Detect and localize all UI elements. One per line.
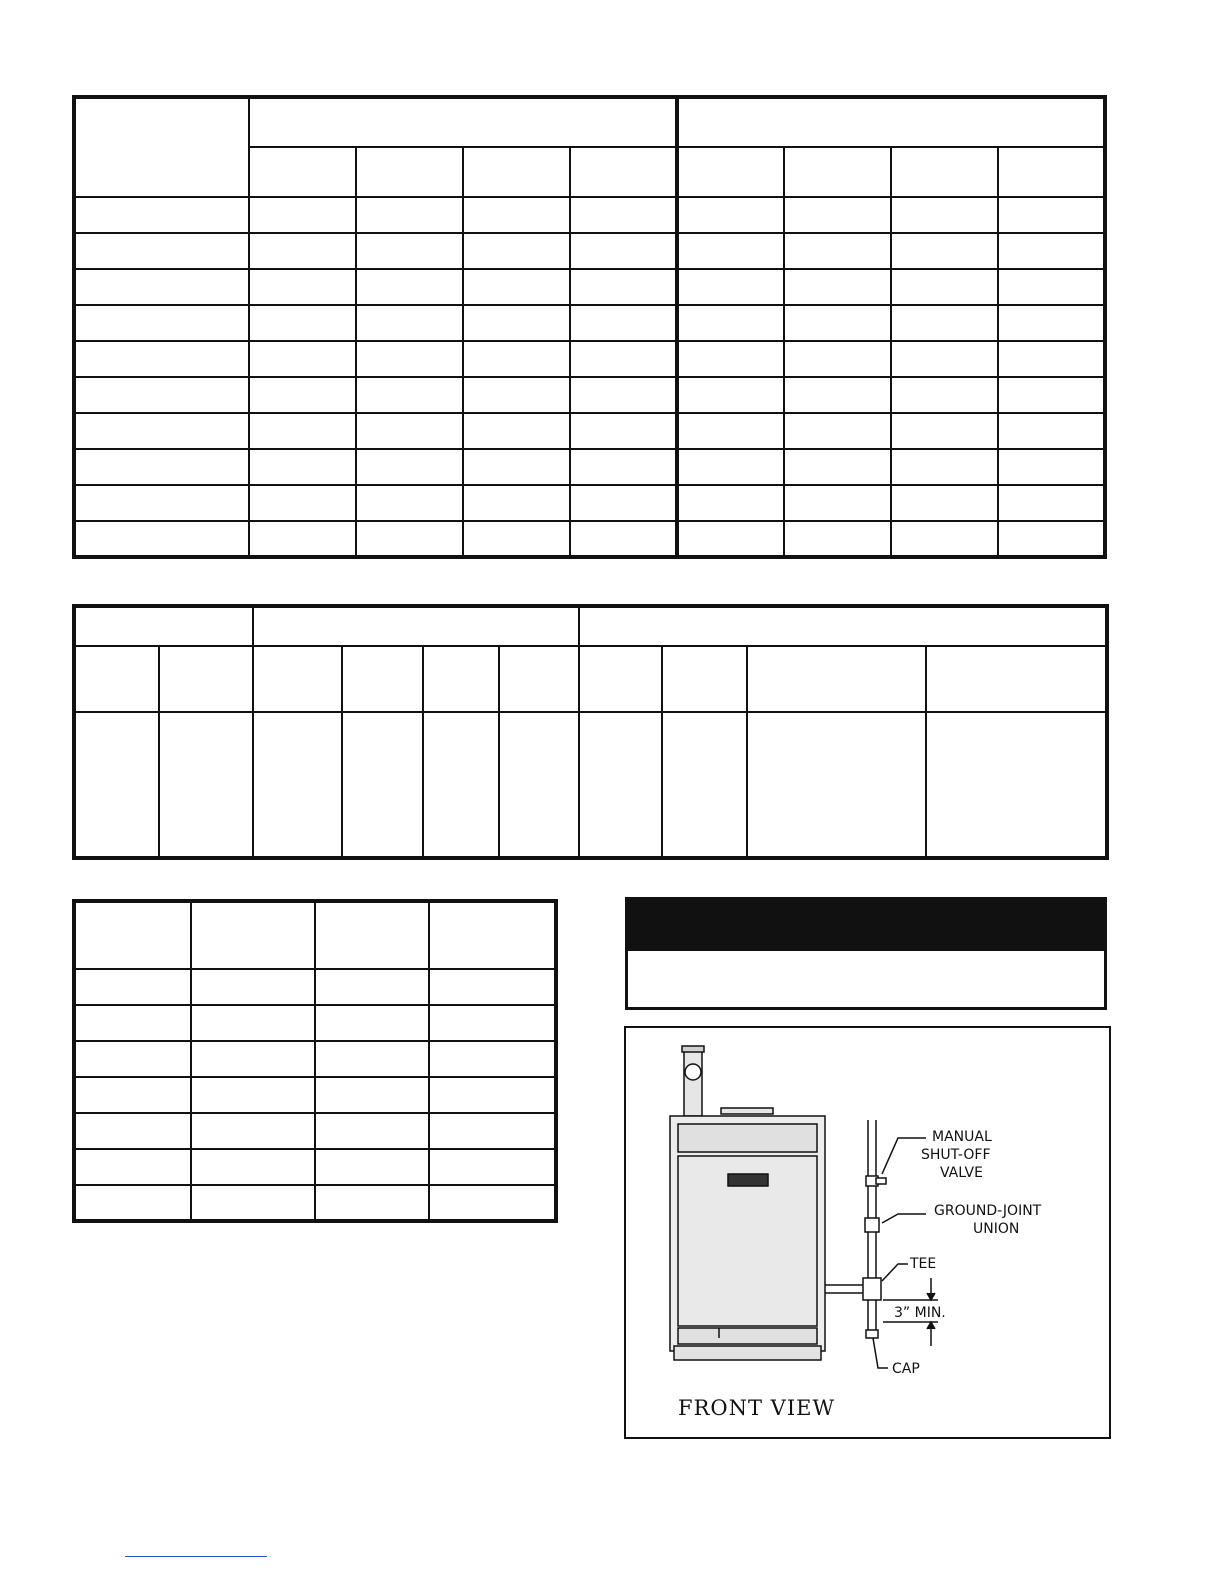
table-2-body-cell [74, 712, 159, 858]
table-3-cell [74, 1041, 191, 1077]
table-1-cell [784, 197, 891, 233]
table-1-cell [677, 233, 784, 269]
callout-union: UNION [973, 1221, 1020, 1237]
table-1-cell [463, 485, 570, 521]
table-1-cell [784, 233, 891, 269]
table-2-header-cell [662, 646, 747, 712]
table-1-cell [891, 485, 998, 521]
table-3-header-cell [315, 901, 429, 969]
gauge-icon [685, 1064, 701, 1080]
table-1-cell [998, 341, 1105, 377]
table-3-cell [315, 1185, 429, 1221]
table-2-header-cell [423, 646, 499, 712]
callout-cap: CAP [892, 1361, 920, 1377]
table-2-body-cell [579, 712, 662, 858]
table-1-cell [677, 269, 784, 305]
table-1-cell [677, 341, 784, 377]
table-3-cell [74, 1149, 191, 1185]
table-1-cell [891, 377, 998, 413]
table-3-cell [191, 1185, 315, 1221]
table-1-cell [570, 305, 677, 341]
table-1-cell [677, 521, 784, 557]
table-3-cell [315, 1041, 429, 1077]
table-1-row [74, 197, 1105, 233]
table-1-cell [891, 305, 998, 341]
table-1-cell [249, 341, 356, 377]
table-2-header-cell [579, 646, 662, 712]
table-1-cell [891, 413, 998, 449]
table-3-cell [191, 1149, 315, 1185]
table-1-cell [463, 233, 570, 269]
table-2-header-row [74, 646, 1107, 712]
table-1-row [74, 413, 1105, 449]
table-2-body-cell [159, 712, 253, 858]
table-2-header-cell [74, 646, 159, 712]
gas-piping-figure [624, 1026, 1111, 1439]
table-1-header-group-b [677, 97, 1105, 147]
callout-min-clearance: 3” MIN. [894, 1305, 946, 1321]
table-1-cell [74, 269, 249, 305]
table-3-cell [429, 1077, 556, 1113]
table-1-cell [356, 377, 463, 413]
table-1-body [74, 197, 1105, 557]
table-3-cell [315, 1077, 429, 1113]
table-2-body-cell [253, 712, 342, 858]
table-1-cell [998, 305, 1105, 341]
footer-link-underline[interactable] [125, 1556, 267, 1557]
table-2-header-cell [253, 646, 342, 712]
table-1-cell [784, 377, 891, 413]
table-1-subheader-cell [463, 147, 570, 197]
table-1-cell [74, 413, 249, 449]
table-2-header-cell [342, 646, 423, 712]
table-3-cell [74, 1113, 191, 1149]
table-2-header-cell [747, 646, 926, 712]
table-1-cell [463, 377, 570, 413]
table-3-header-row [74, 901, 556, 969]
table-3-cell [191, 1113, 315, 1149]
table-1-cell [677, 197, 784, 233]
table-1-subheader-cell [356, 147, 463, 197]
table-1-cell [998, 521, 1105, 557]
table-2-body-cell [342, 712, 423, 858]
table-1-cell [784, 485, 891, 521]
table-1-subheader-cell [998, 147, 1105, 197]
table-1-header-row [74, 97, 1105, 147]
table-1-cell [74, 305, 249, 341]
table-1-cell [891, 449, 998, 485]
table-3-cell [429, 1185, 556, 1221]
table-1-cell [784, 413, 891, 449]
table-3-row [74, 1077, 556, 1113]
table-1-cell [677, 377, 784, 413]
table-1-header-cell [74, 97, 249, 197]
table-3-cell [74, 1185, 191, 1221]
table-2-group-cell [579, 606, 1107, 646]
table-1-cell [784, 449, 891, 485]
table-1-subheader-cell [249, 147, 356, 197]
table-1-cell [356, 485, 463, 521]
table-1-cell [249, 449, 356, 485]
table-3-cell [191, 1077, 315, 1113]
table-1-cell [784, 341, 891, 377]
table-3-cell [429, 1041, 556, 1077]
table-1-cell [249, 233, 356, 269]
callout-ground-joint: GROUND-JOINT [934, 1203, 1042, 1219]
table-1-cell [677, 413, 784, 449]
table-3-cell [429, 1113, 556, 1149]
table-1-cell [784, 521, 891, 557]
table-3 [72, 899, 558, 1223]
table-1-cell [249, 197, 356, 233]
table-3-cell [74, 1077, 191, 1113]
notice-callout-header [628, 900, 1104, 951]
table-2-group-row [74, 606, 1107, 646]
table-1-cell [677, 485, 784, 521]
table-3-cell [315, 1149, 429, 1185]
table-1-cell [74, 449, 249, 485]
table-1-cell [356, 521, 463, 557]
table-1-cell [356, 341, 463, 377]
table-1-cell [356, 233, 463, 269]
table-1-cell [74, 233, 249, 269]
table-1-cell [74, 485, 249, 521]
table-1-cell [570, 449, 677, 485]
table-3-row [74, 1005, 556, 1041]
callout-valve: VALVE [940, 1165, 983, 1181]
table-3-cell [191, 969, 315, 1005]
table-3-cell [429, 1005, 556, 1041]
table-1-cell [249, 413, 356, 449]
table-2-body-cell [662, 712, 747, 858]
table-1-cell [74, 377, 249, 413]
table-1-cell [998, 197, 1105, 233]
callout-manual: MANUAL [932, 1129, 992, 1145]
table-2-body-cell [499, 712, 579, 858]
table-1-cell [570, 377, 677, 413]
table-1-row [74, 305, 1105, 341]
table-1-cell [463, 341, 570, 377]
table-3-cell [315, 1005, 429, 1041]
table-3-cell [429, 969, 556, 1005]
table-1-cell [570, 269, 677, 305]
table-1-cell [463, 521, 570, 557]
table-3-row [74, 1113, 556, 1149]
table-1-subheader-cell [891, 147, 998, 197]
table-1-cell [249, 521, 356, 557]
table-1-cell [784, 269, 891, 305]
table-3-cell [191, 1005, 315, 1041]
table-1-cell [356, 305, 463, 341]
table-1-row [74, 341, 1105, 377]
table-3-cell [315, 1113, 429, 1149]
table-1-row [74, 233, 1105, 269]
table-1-cell [570, 413, 677, 449]
table-1-cell [463, 449, 570, 485]
table-2-header-cell [926, 646, 1107, 712]
table-3-header-cell [74, 901, 191, 969]
table-3-cell [315, 969, 429, 1005]
table-3-cell [191, 1041, 315, 1077]
table-2 [72, 604, 1109, 860]
table-1-cell [570, 197, 677, 233]
table-1-header-group-a [249, 97, 677, 147]
table-1-cell [998, 485, 1105, 521]
table-1-cell [356, 197, 463, 233]
table-1-cell [677, 449, 784, 485]
table-1-cell [74, 521, 249, 557]
table-1-subheader-cell [570, 147, 677, 197]
table-3-body [74, 969, 556, 1221]
table-1-cell [784, 305, 891, 341]
table-1-cell [998, 449, 1105, 485]
table-3-row [74, 1185, 556, 1221]
table-2-header-cell [159, 646, 253, 712]
notice-callout-body [628, 951, 1104, 1007]
table-1-cell [891, 341, 998, 377]
table-1-cell [463, 305, 570, 341]
table-1-cell [891, 269, 998, 305]
table-1-row [74, 521, 1105, 557]
table-3-cell [74, 1005, 191, 1041]
table-1-cell [249, 269, 356, 305]
table-1-cell [998, 233, 1105, 269]
table-1-cell [356, 269, 463, 305]
table-2-group-cell [74, 606, 253, 646]
table-1-cell [249, 305, 356, 341]
table-1-cell [891, 233, 998, 269]
table-3-cell [429, 1149, 556, 1185]
table-1-row [74, 485, 1105, 521]
table-1-cell [463, 413, 570, 449]
table-1-cell [891, 521, 998, 557]
table-3-row [74, 1041, 556, 1077]
table-1-row [74, 269, 1105, 305]
table-1-cell [570, 233, 677, 269]
view-label: FRONT VIEW [678, 1396, 836, 1420]
notice-callout [625, 897, 1107, 1010]
table-1-cell [356, 449, 463, 485]
table-3-row [74, 969, 556, 1005]
table-1-cell [570, 341, 677, 377]
callout-shutoff: SHUT-OFF [921, 1147, 991, 1163]
table-2-body-row [74, 712, 1107, 858]
table-1-cell [677, 305, 784, 341]
table-1-cell [74, 197, 249, 233]
table-1 [72, 95, 1107, 559]
table-1-cell [570, 485, 677, 521]
table-1-cell [570, 521, 677, 557]
table-2-header-cell [499, 646, 579, 712]
table-1-row [74, 449, 1105, 485]
table-1-cell [998, 269, 1105, 305]
table-2-body-cell [423, 712, 499, 858]
table-3-row [74, 1149, 556, 1185]
table-1-subheader-cell [784, 147, 891, 197]
table-3-header-cell [191, 901, 315, 969]
table-1-cell [74, 341, 249, 377]
table-1-cell [249, 377, 356, 413]
table-1-cell [356, 413, 463, 449]
table-2-body-cell [926, 712, 1107, 858]
table-2-group-cell [253, 606, 579, 646]
table-1-cell [249, 485, 356, 521]
table-1-subheader-cell [677, 147, 784, 197]
table-2-body-cell [747, 712, 926, 858]
table-1-cell [891, 197, 998, 233]
table-1-cell [998, 413, 1105, 449]
table-1-row [74, 377, 1105, 413]
table-3-header-cell [429, 901, 556, 969]
table-1-cell [998, 377, 1105, 413]
table-1-cell [463, 197, 570, 233]
table-3-cell [74, 969, 191, 1005]
table-1-cell [463, 269, 570, 305]
boiler-gas-piping-illustration [626, 1028, 1113, 1441]
callout-tee: TEE [910, 1256, 937, 1272]
